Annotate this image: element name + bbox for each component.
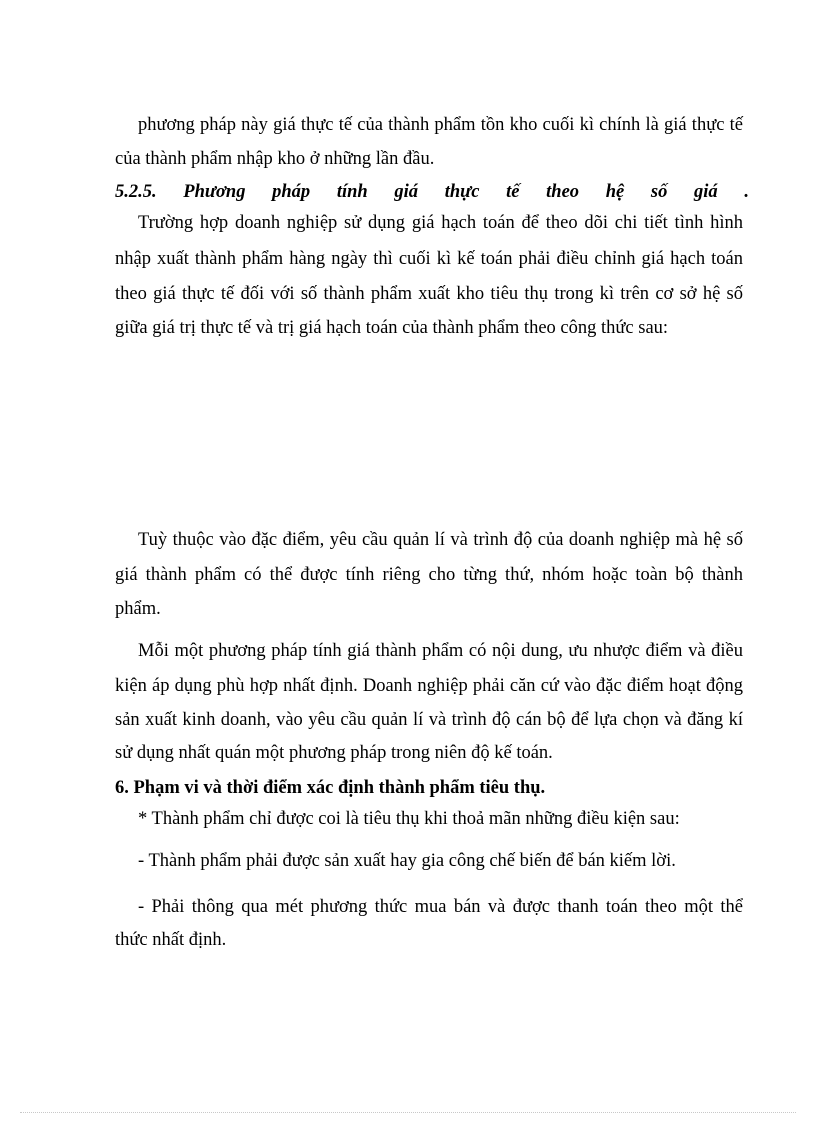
section-heading-6: 6. Phạm vi và thời điểm xác định thành phẩm tiêu thụ.	[115, 778, 546, 798]
paragraph-line: theo giá thực tế đối với số thành phẩm xuất kho tiêu thụ trong kì trên cơ sở hệ số	[115, 284, 743, 304]
paragraph-line: thức nhất định.	[115, 930, 227, 950]
paragraph-line: Mỗi một phương pháp tính giá thành phẩm có nội dung, ưu nhược điểm và điều	[138, 641, 743, 661]
paragraph-line: sản xuất kinh doanh, vào yêu cầu quản lí và trình độ cán bộ để lựa chọn và đăng kí	[115, 710, 743, 730]
paragraph-line: phẩm.	[115, 599, 161, 619]
paragraph-line: phương pháp này giá thực tế của thành phẩm tồn kho cuối kì chính là giá thực tế	[138, 115, 743, 135]
paragraph-line: Trường hợp doanh nghiệp sử dụng giá hạch toán để theo dõi chi tiết tình hình	[138, 213, 743, 233]
paragraph-line: - Phải thông qua mét phương thức mua bán và được thanh toán theo một thể	[138, 897, 743, 917]
page-bottom-divider	[20, 1112, 796, 1113]
paragraph-line: - Thành phẩm phải được sản xuất hay gia công chế biến để bán kiếm lời.	[138, 851, 676, 871]
paragraph-line: nhập xuất thành phẩm hàng ngày thì cuối kì kế toán phải điều chỉnh giá hạch toán	[115, 249, 743, 269]
paragraph-line: Tuỳ thuộc vào đặc điểm, yêu cầu quản lí và trình độ của doanh nghiệp mà hệ số	[138, 530, 743, 550]
paragraph-line: * Thành phẩm chỉ được coi là tiêu thụ khi thoả mãn những điều kiện sau:	[138, 809, 680, 829]
paragraph-line: giữa giá trị thực tế và trị giá hạch toán của thành phẩm theo công thức sau:	[115, 318, 669, 338]
paragraph-line: kiện áp dụng phù hợp nhất định. Doanh nghiệp phải căn cứ vào đặc điểm hoạt động	[115, 676, 743, 696]
paragraph-line: sử dụng nhất quán một phương pháp trong niên độ kế toán.	[115, 743, 553, 763]
paragraph-line: của thành phẩm nhập kho ở những lần đầu.	[115, 149, 435, 169]
section-heading-5-2-5: 5.2.5. Phương pháp tính giá thực tế theo hệ số giá .	[115, 182, 749, 202]
paragraph-line: giá thành phẩm có thể được tính riêng cho từng thứ, nhóm hoặc toàn bộ thành	[115, 565, 743, 585]
